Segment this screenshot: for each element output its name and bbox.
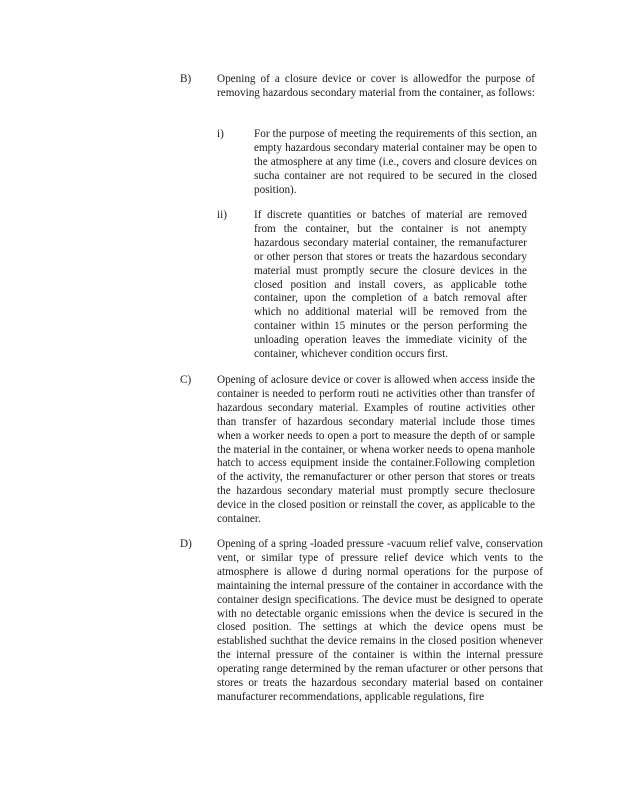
- section-c-label: C): [180, 374, 192, 386]
- section-d-text: Opening of a spring -loaded pressure -vacuum relief valve, conservation vent, or similar type of pressure relief device which vents to the atmosphere is allowe d during normal operations for the purpose of maintaining the internal pressure of the container in accordance with the container design specifications. The device must be designed to operate with no detectable organic emissions when the device is secured in the closed position. The settings at which the device opens must be established suchthat the device remains in the closed position whenever the internal pressure of the container is within the internal pressure operating range determined by the reman ufacturer or other persons that stores or treats the hazardous secondary material based on container manufacturer recommendations, applicable regulations, fire: [217, 538, 543, 703]
- section-c-text: Opening of aclosure device or cover is allowed when access inside the container is needed to perform routi ne activities other than transfer of hazardous secondary material. Examples of routine activities other than transfer of hazardous secondary material include those times when a worker needs to open a port to measure the depth of or sample the material in the container, or whena worker needs to opena manhole hatch to access equipment inside the container.Following completion of the activity, the remanufacturer or other person that stores or treats the hazardous secondary material must promptly secure theclosure device in the closed position or reinstall the cover, as applicable to the container.: [217, 374, 535, 526]
- section-b-item-ii-text: If discrete quantities or batches of material are removed from the container, but the container is not anempty hazardous secondary material container, the remanufacturer or other person that stores or treats the hazardous secondary material must promptly secure the closure devices in the closed position and install covers, as applicable tothe container, upon the completion of a batch removal after which no additional material will be removed from the container within 15 minutes or the person performing the unloading operation leaves the immediate vicinity of the container, whichever condition occurs first.: [254, 209, 527, 361]
- section-b-label: B): [180, 73, 192, 85]
- section-d-label: D): [180, 538, 192, 550]
- section-b-item-ii-label: ii): [217, 209, 227, 221]
- section-b-item-i-label: i): [217, 128, 224, 140]
- section-b-text: Opening of a closure device or cover is allowedfor the purpose of removing hazardous secondary material from the container, as follows:: [217, 73, 535, 99]
- section-b-item-i-text: For the purpose of meeting the requirements of this section, an empty hazardous secondary material container may be open to the atmosphere at any time (i.e., covers and closure devices on sucha container are not required to be secured in the closed position).: [254, 128, 537, 196]
